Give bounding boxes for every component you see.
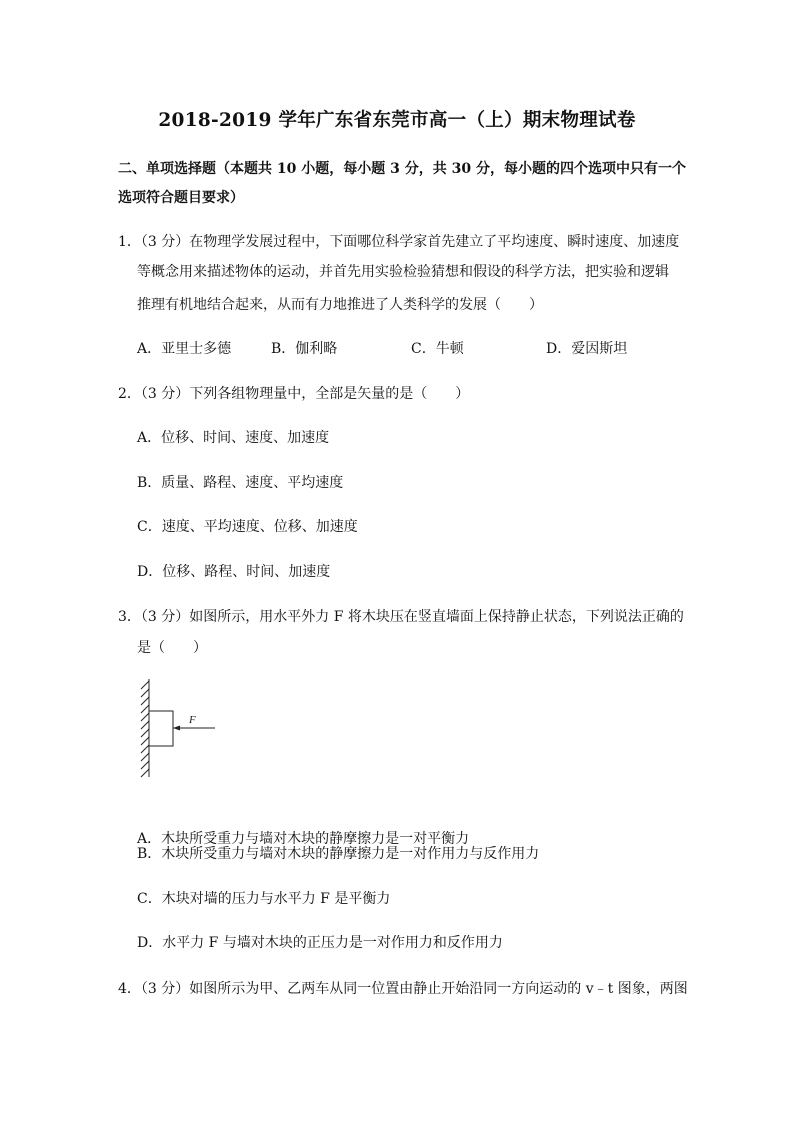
question-1-option-a: A．亚里士多德 bbox=[137, 341, 232, 357]
question-1-option-b: B．伽利略 bbox=[271, 341, 338, 357]
question-2-option-d: D．位移、路程、时间、加速度 bbox=[137, 564, 331, 580]
page-title: 2018-2019 学年广东省东莞市高一（上）期末物理试卷 bbox=[158, 110, 636, 131]
question-3-option-b: B．木块所受重力与墙对木块的静摩擦力是一对作用力与反作用力 bbox=[137, 846, 540, 862]
question-1-line-3: 推理有机地结合起来，从而有力地推进了人类科学的发展（ ） bbox=[137, 297, 543, 313]
question-2-option-b: B．质量、路程、速度、平均速度 bbox=[137, 475, 344, 491]
question-3-line-1: 3．（3 分）如图所示，用水平外力 F 将木块压在竖直墙面上保持静止状态，下列说法正确的 bbox=[118, 609, 684, 625]
wall-block-force-figure bbox=[137, 677, 219, 781]
question-2-option-a: A．位移、时间、速度、加速度 bbox=[137, 430, 330, 446]
question-3-option-d: D．水平力 F 与墙对木块的正压力是一对作用力和反作用力 bbox=[137, 935, 503, 951]
question-1-line-1: 1．（3 分）在物理学发展过程中，下面哪位科学家首先建立了平均速度、瞬时速度、加速度 bbox=[118, 234, 680, 250]
question-1-option-c: C．牛顿 bbox=[411, 341, 464, 357]
question-1-option-d: D．爱因斯坦 bbox=[546, 341, 628, 357]
question-3-option-a: A．木块所受重力与墙对木块的静摩擦力是一对平衡力 bbox=[137, 831, 470, 847]
question-4-line-1: 4．（3 分）如图所示为甲、乙两车从同一位置由静止开始沿同一方向运动的 v﹣t 图象，两图 bbox=[118, 981, 688, 997]
question-2-line-1: 2．（3 分）下列各组物理量中，全部是矢量的是（ ） bbox=[118, 386, 470, 402]
section-heading: 二、单项选择题（本题共 10 小题，每小题 3 分，共 30 分，每小题的四个选项中只有一个选项符合题目要求） bbox=[118, 161, 686, 206]
force-label: F bbox=[189, 714, 196, 726]
question-3-option-c: C．木块对墙的压力与水平力 F 是平衡力 bbox=[137, 891, 391, 907]
question-2-option-c: C．速度、平均速度、位移、加速度 bbox=[137, 519, 358, 535]
question-1-line-2: 等概念用来描述物体的运动，并首先用实验检验猜想和假设的科学方法，把实验和逻辑 bbox=[137, 264, 669, 280]
question-3-line-2: 是（ ） bbox=[137, 640, 207, 656]
wood-block bbox=[149, 711, 173, 746]
